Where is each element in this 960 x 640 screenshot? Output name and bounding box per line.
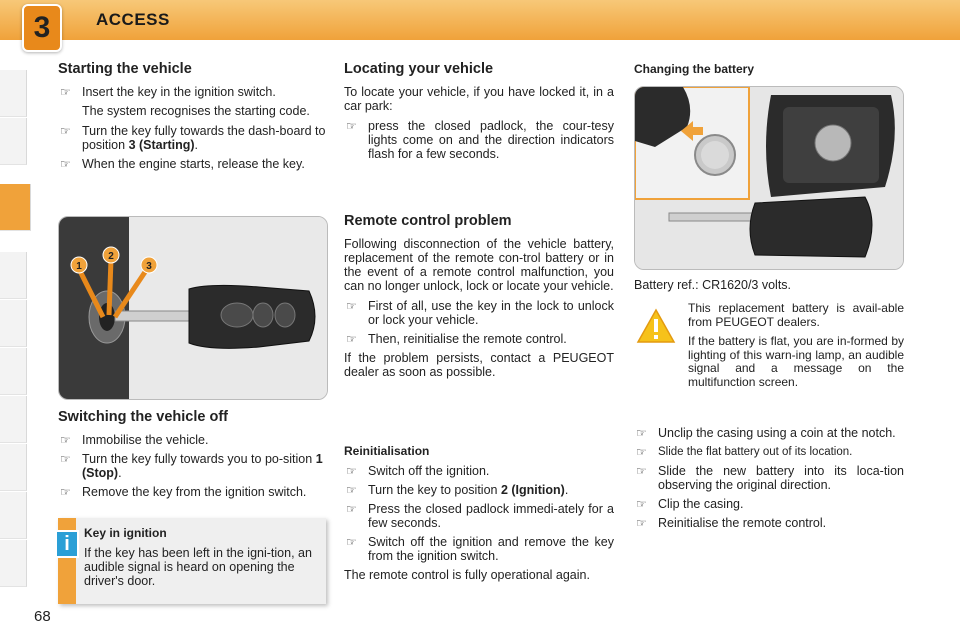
list-item: ☞ Switch off the ignition and remove the key from the ignition switch. bbox=[346, 535, 614, 563]
list-item: ☞ Press the closed padlock immedi-ately for a few seconds. bbox=[346, 502, 614, 530]
pointing-hand-icon: ☞ bbox=[346, 535, 357, 549]
ignition-key-figure bbox=[58, 216, 328, 400]
pointing-hand-icon: ☞ bbox=[60, 85, 71, 99]
position-label-3: 3 bbox=[146, 261, 152, 272]
battery-steps bbox=[634, 426, 904, 535]
pointing-hand-icon: ☞ bbox=[346, 299, 357, 313]
battery-reference: Battery ref.: CR1620/3 volts. bbox=[634, 278, 792, 292]
warning-text: This replacement battery is avail-able from PEUGEOT dealers. bbox=[688, 301, 904, 329]
pointing-hand-icon: ☞ bbox=[636, 464, 647, 478]
list-item: ☞ Reinitialise the remote control. bbox=[636, 516, 827, 530]
chapter-number-badge: 3 bbox=[22, 4, 62, 52]
battery-section-title-wrap bbox=[634, 62, 904, 82]
pointing-hand-icon: ☞ bbox=[346, 483, 357, 497]
pointing-hand-icon: ☞ bbox=[636, 445, 647, 459]
pointing-hand-icon: ☞ bbox=[636, 426, 647, 440]
section-title: Remote control problem bbox=[344, 213, 512, 229]
section-title: Locating your vehicle bbox=[344, 61, 494, 77]
list-item: ☞ Slide the flat battery out of its location. bbox=[636, 445, 853, 459]
list-item: ☞ Immobilise the vehicle. bbox=[60, 433, 209, 447]
pointing-hand-icon: ☞ bbox=[636, 516, 647, 530]
chapter-tab[interactable] bbox=[0, 540, 27, 587]
note-text: The system recognises the starting code. bbox=[82, 104, 310, 118]
list-item: ☞ Remove the key from the ignition switch. bbox=[60, 485, 307, 499]
list-item: ☞ First of all, use the key in the lock to unlock or lock your vehicle. bbox=[346, 299, 614, 327]
position-label-1: 1 bbox=[76, 261, 82, 272]
chapter-title: ACCESS bbox=[96, 10, 170, 29]
paragraph: If the problem persists, contact a PEUGEOT dealer as soon as possible. bbox=[344, 351, 614, 379]
starting-section bbox=[58, 62, 326, 176]
chapter-tabs bbox=[0, 40, 26, 640]
list-item: ☞ Turn the key fully towards you to po-sition 1 (Stop). bbox=[60, 452, 323, 480]
chapter-tab[interactable] bbox=[0, 348, 27, 395]
section-title: Switching the vehicle off bbox=[58, 409, 228, 425]
page-number: 68 bbox=[34, 608, 51, 625]
chapter-tab[interactable] bbox=[0, 492, 27, 539]
list-item: ☞ Insert the key in the ignition switch. bbox=[60, 85, 276, 99]
ignition-illustration bbox=[59, 217, 327, 399]
pointing-hand-icon: ☞ bbox=[60, 124, 71, 138]
pointing-hand-icon: ☞ bbox=[346, 332, 357, 346]
pointing-hand-icon: ☞ bbox=[346, 502, 357, 516]
battery-figure bbox=[634, 86, 904, 270]
info-icon: i bbox=[55, 530, 79, 558]
chapter-tab[interactable] bbox=[0, 70, 27, 117]
warning-text: If the battery is flat, you are in-formed by lighting of this warn-ing lamp, an audible signal and a message on the multifunction screen. bbox=[688, 334, 904, 389]
reinitialisation-section bbox=[344, 444, 614, 588]
remote-problem-section bbox=[344, 214, 614, 385]
info-box-text: If the key has been left in the igni-tion, an audible signal is heard on opening the driver's door. bbox=[84, 546, 312, 588]
pointing-hand-icon: ☞ bbox=[60, 433, 71, 447]
pointing-hand-icon: ☞ bbox=[346, 464, 357, 478]
list-item: ☞ Switch off the ignition. bbox=[346, 464, 490, 478]
paragraph: Following disconnection of the vehicle battery, replacement of the remote con-trol battery or in the event of a remote control malfunction, you can no longer unlock, lock or locate your vehicle. bbox=[344, 237, 614, 293]
list-item: ☞ Unclip the casing using a coin at the notch. bbox=[636, 426, 896, 440]
chapter-tab[interactable] bbox=[0, 118, 27, 165]
info-box bbox=[58, 518, 326, 604]
chapter-tab-active[interactable] bbox=[0, 184, 31, 231]
list-item: ☞ Then, reinitialise the remote control. bbox=[346, 332, 567, 346]
pointing-hand-icon: ☞ bbox=[636, 497, 647, 511]
list-item: ☞ Slide the new battery into its loca-tion observing the original direction. bbox=[636, 464, 904, 492]
paragraph: To locate your vehicle, if you have locked it, in a car park: bbox=[344, 85, 614, 113]
pointing-hand-icon: ☞ bbox=[60, 157, 71, 171]
chapter-tab[interactable] bbox=[0, 444, 27, 491]
list-item: ☞ press the closed padlock, the cour-tesy lights come on and the direction indicators flash for a few seconds. bbox=[346, 119, 614, 161]
locating-section bbox=[344, 62, 614, 166]
battery-illustration bbox=[635, 87, 903, 269]
list-item: ☞ When the engine starts, release the key. bbox=[60, 157, 305, 171]
pointing-hand-icon: ☞ bbox=[60, 485, 71, 499]
list-item: ☞ Turn the key to position 2 (Ignition). bbox=[346, 483, 569, 497]
position-label-2: 2 bbox=[108, 251, 114, 262]
subsection-title: Reinitialisation bbox=[344, 444, 430, 458]
pointing-hand-icon: ☞ bbox=[346, 119, 357, 133]
list-item: ☞ Turn the key fully towards the dash-board to position 3 (Starting). bbox=[60, 124, 326, 152]
chapter-tab[interactable] bbox=[0, 300, 27, 347]
warning-triangle-icon bbox=[636, 308, 676, 344]
chapter-tab[interactable] bbox=[0, 252, 27, 299]
paragraph: The remote control is fully operational again. bbox=[344, 568, 590, 582]
battery-warning bbox=[688, 302, 904, 395]
info-box-title: Key in ignition bbox=[84, 526, 167, 540]
pointing-hand-icon: ☞ bbox=[60, 452, 71, 466]
subsection-title: Changing the battery bbox=[634, 62, 755, 76]
section-title: Starting the vehicle bbox=[58, 61, 192, 77]
chapter-tab[interactable] bbox=[0, 396, 27, 443]
switching-off-section bbox=[58, 410, 326, 504]
list-item: ☞ Clip the casing. bbox=[636, 497, 744, 511]
